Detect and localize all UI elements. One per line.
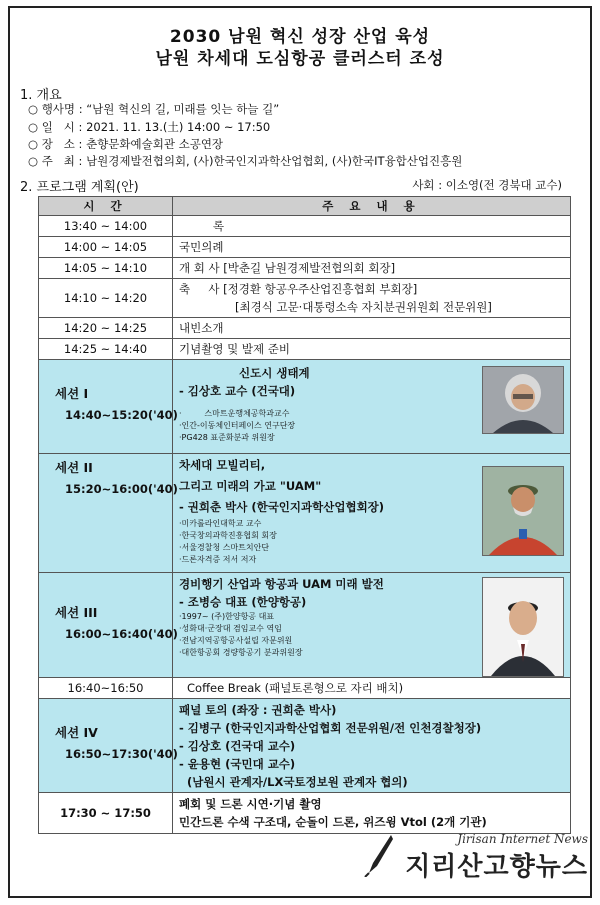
session-row xyxy=(39,573,571,678)
row-content xyxy=(173,279,571,318)
speaker-photo-kwon-heechoon xyxy=(482,466,564,556)
session-speaker: - 김상호 교수 (건국대) xyxy=(179,384,296,398)
bio-line: ·미카롤라인대학교 교수 xyxy=(179,519,262,528)
info-value: : 춘향문화예술회관 소공연장 xyxy=(78,137,224,151)
session-row xyxy=(39,699,571,793)
row-time: 14:20 ~ 14:25 xyxy=(39,318,173,339)
info-venue xyxy=(28,136,223,152)
info-label: 일 시 xyxy=(41,120,75,134)
session-hours: 15:20~16:00('40) xyxy=(65,482,178,496)
panel-line: - 윤용현 (국민대 교수) xyxy=(179,756,296,771)
panel-line: (남원시 관계자/LX국토정보원 관계자 협의) xyxy=(179,774,408,789)
table-row xyxy=(39,237,571,258)
program-table xyxy=(38,196,571,834)
closing-line-2: 민간드론 수색 구조대, 순돌이 드론, 위즈윙 Vtol (2개 기관) xyxy=(179,815,487,829)
session-row xyxy=(39,454,571,573)
panel-line: - 김병구 (한국인지과학산업협회 전문위원/전 인천경찰청장) xyxy=(179,720,482,735)
info-value: : 남원경제발전협의회, (사)한국인지과학산업협회, (사)한국IT융합산업진흥원 xyxy=(78,154,463,168)
table-row xyxy=(39,793,571,834)
session-hours: 14:40~15:20('40) xyxy=(65,408,178,422)
info-label: 주 최 xyxy=(41,154,75,168)
session-content-cell xyxy=(173,360,571,454)
row-time: 14:10 ~ 14:20 xyxy=(39,279,173,318)
session-name: 세션 IV xyxy=(55,725,98,740)
moderator-note: 사회 : 이소영(전 경북대 교수) xyxy=(412,178,562,192)
bio-line: ·성화대·군장대 겸임교수 역임 xyxy=(179,624,282,633)
row-content: Coffee Break (패널토론형으로 자리 배치) xyxy=(173,678,571,699)
info-date xyxy=(28,119,270,135)
bio-line: ·드론자격증 저서 저자 xyxy=(179,555,257,564)
bio-line: ·전남지역공항공사설립 자문위원 xyxy=(179,636,293,645)
program-heading: 2. 프로그램 계획(안) xyxy=(20,180,139,195)
row-time: 14:00 ~ 14:05 xyxy=(39,237,173,258)
session-topic-1: 차세대 모빌리티, xyxy=(179,458,266,472)
row-time: 13:40 ~ 14:00 xyxy=(39,216,173,237)
fountain-pen-logo-icon xyxy=(361,833,395,877)
speaker-photo-kim-sangho xyxy=(482,366,564,434)
title-line-1: 2030 남원 혁신 성장 산업 육성 xyxy=(169,27,431,47)
watermark xyxy=(405,832,588,883)
bio-line: ·서울경찰청 스마트치안단 xyxy=(179,543,270,552)
row-content xyxy=(173,793,571,834)
session-name: 세션 III xyxy=(55,605,98,620)
session-speaker: - 조병승 대표 (한양항공) xyxy=(179,595,307,609)
row-content: 록 xyxy=(173,216,571,237)
info-value: : 2021. 11. 13.(土) 14:00 ~ 17:50 xyxy=(78,120,271,134)
row-time: 17:30 ~ 17:50 xyxy=(39,793,173,834)
overview-heading: 1. 개요 xyxy=(20,88,62,103)
bio-line: ·인간-이동체인터페이스 연구단장 xyxy=(179,421,296,430)
row-time: 14:25 ~ 14:40 xyxy=(39,339,173,360)
session-topic: 경비행기 산업과 항공과 UAM 미래 발전 xyxy=(179,577,384,591)
session-time-cell xyxy=(39,699,178,793)
info-label: 행사명 xyxy=(41,102,76,116)
congrats-line-1: 축 사 [정경환 항공우주산업진흥협회 부회장] xyxy=(179,282,418,296)
header-time: 시 간 xyxy=(39,197,173,216)
bio-line: ·PG428 표준화분과 위원장 xyxy=(179,433,275,442)
closing-line-1: 폐회 및 드론 시연·기념 촬영 xyxy=(179,797,322,811)
session-hours: 16:50~17:30('40) xyxy=(65,747,178,761)
table-row xyxy=(39,216,571,237)
session-speaker: - 권희춘 박사 (한국인지과학산업협회장) xyxy=(179,500,385,514)
bullet: ○ xyxy=(28,154,39,168)
watermark-english: Jirisan Internet News xyxy=(457,832,588,846)
session-content-cell xyxy=(173,454,571,573)
congrats-line-2: [최경식 고문·대통령소속 자치분권위원회 전문위원] xyxy=(235,300,492,314)
session-name: 세션 II xyxy=(55,460,93,475)
bio-line: · 스마트운행체공학과교수 xyxy=(179,409,290,418)
row-content: 국민의례 xyxy=(173,237,571,258)
row-content: 내빈소개 xyxy=(173,318,571,339)
table-row xyxy=(39,279,571,318)
session-time-cell xyxy=(39,454,178,573)
header-content: 주 요 내 용 xyxy=(173,197,571,216)
speaker-photo-jo-byeongseung xyxy=(482,577,564,677)
info-host xyxy=(28,153,462,169)
session-content-cell xyxy=(173,573,571,678)
row-content: 기념촬영 및 발제 준비 xyxy=(173,339,571,360)
info-label: 장 소 xyxy=(41,137,75,151)
row-content: 개 회 사 [박춘길 남원경제발전협의회 회장] xyxy=(173,258,571,279)
info-event-name xyxy=(28,101,279,117)
session-topic-2: 그리고 미래의 가교 "UAM" xyxy=(179,479,322,493)
session-time-cell xyxy=(39,360,178,454)
info-value: : “남원 혁신의 길, 미래를 잇는 하늘 길” xyxy=(78,102,280,116)
session-name: 세션 I xyxy=(55,386,89,401)
watermark-korean: 지리산고향뉴스 xyxy=(405,852,588,882)
bio-line: ·한국창의과학진흥협회 회장 xyxy=(179,531,277,540)
bullet: ○ xyxy=(28,102,39,116)
panel-line: - 김상호 (건국대 교수) xyxy=(179,738,296,753)
table-row xyxy=(39,258,571,279)
row-time: 14:05 ~ 14:10 xyxy=(39,258,173,279)
session-time-cell xyxy=(39,573,178,678)
session-topic: 신도시 생태계 xyxy=(239,366,310,380)
table-row xyxy=(39,678,571,699)
session-hours: 16:00~16:40('40) xyxy=(65,627,178,641)
bullet: ○ xyxy=(28,120,39,134)
table-row xyxy=(39,318,571,339)
bullet: ○ xyxy=(28,137,39,151)
bio-line: ·1997~ (주)한양항공 대표 xyxy=(179,612,275,621)
panel-line: 패널 토의 (좌장 : 권희춘 박사) xyxy=(179,702,337,717)
row-time: 16:40~16:50 xyxy=(39,678,173,699)
bio-line: ·대한항공회 경량항공기 분과위원장 xyxy=(179,648,303,657)
session-content-cell xyxy=(173,699,571,793)
session-row xyxy=(39,360,571,454)
title-line-2: 남원 차세대 도심항공 클러스터 조성 xyxy=(155,49,445,69)
table-row xyxy=(39,339,571,360)
